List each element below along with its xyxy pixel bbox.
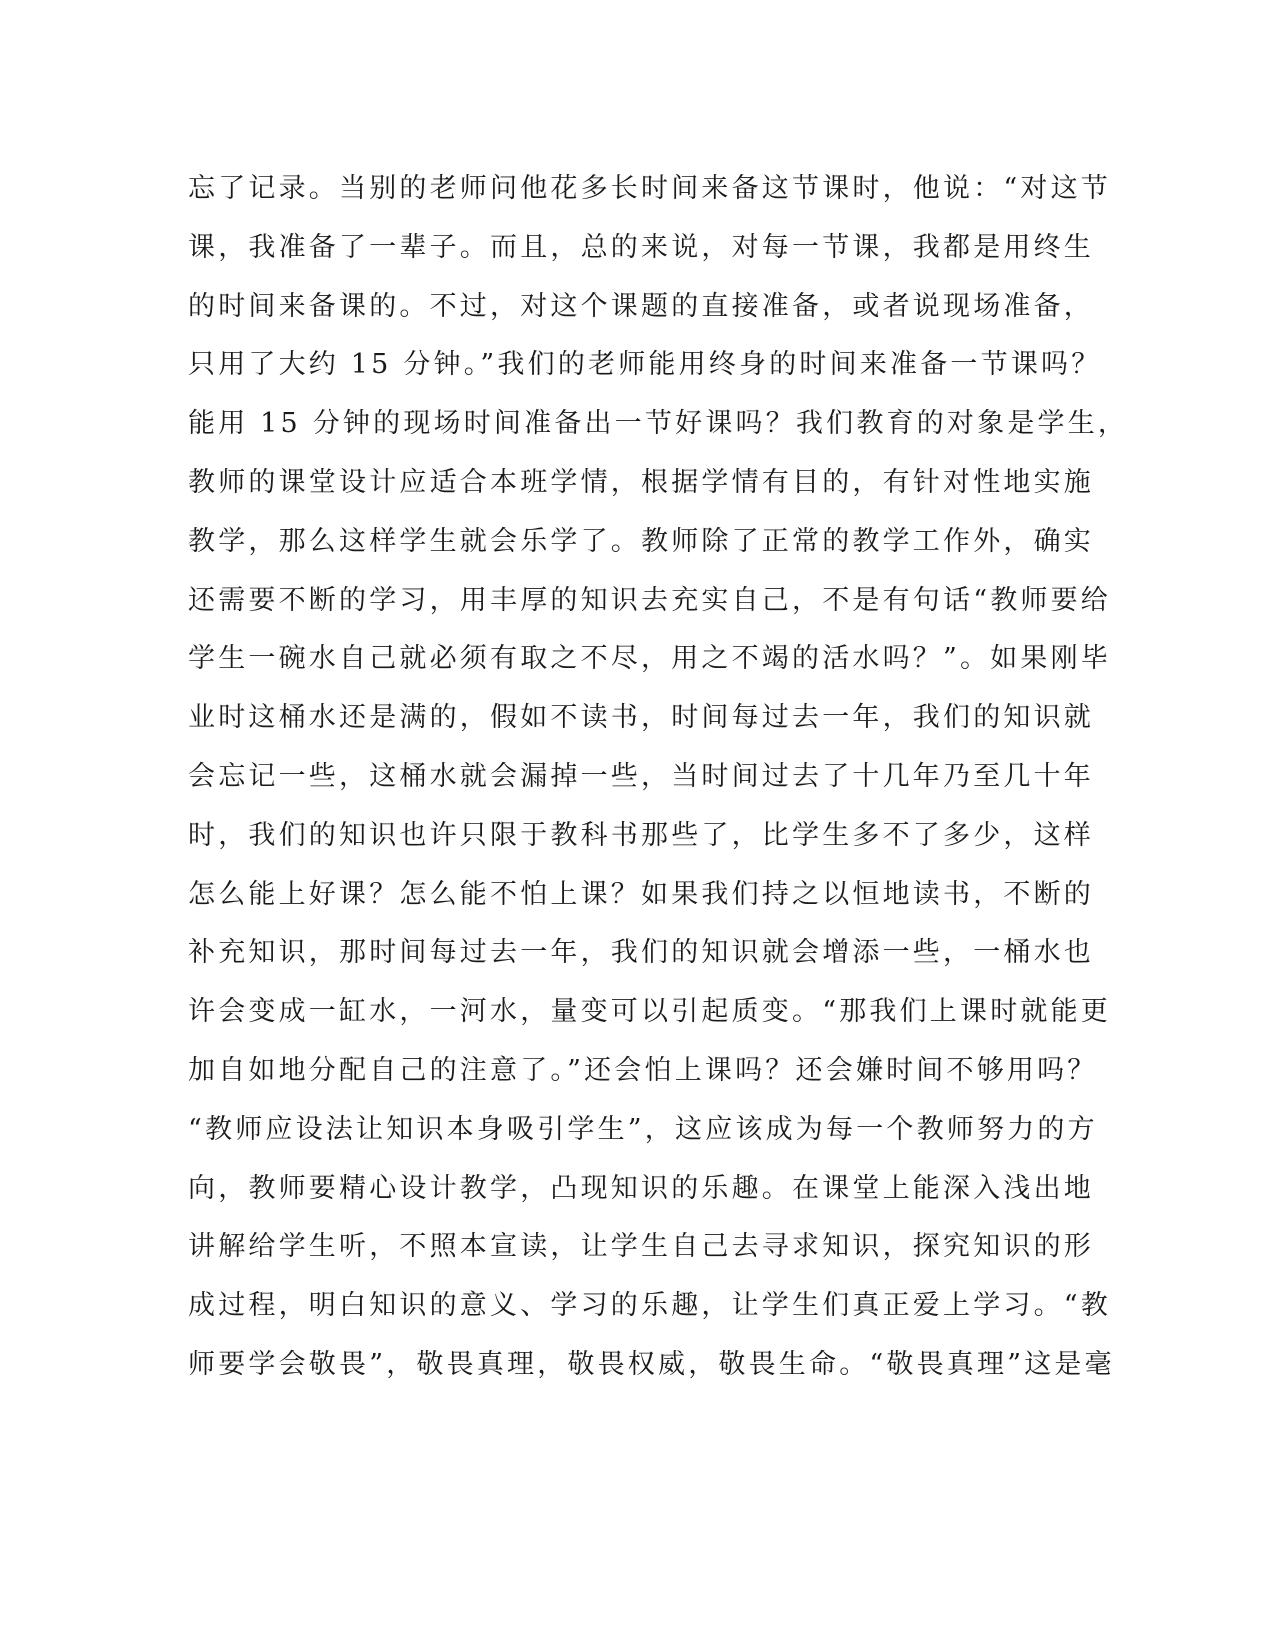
text-line: 补充知识，那时间每过去一年，我们的知识就会增添一些，一桶水也	[188, 937, 1094, 969]
text-line: “教师应设法让知识本身吸引学生”，这应该成为每一个教师努力的方	[188, 1113, 1098, 1145]
text-line: 只用了大约 15 分钟。”我们的老师能用终身的时间来准备一节课吗？	[188, 349, 1102, 381]
text-line: 怎么能上好课？怎么能不怕上课？如果我们持之以恒地读书，不断的	[188, 878, 1094, 910]
text-line: 教学，那么这样学生就会乐学了。教师除了正常的教学工作外，确实	[188, 525, 1094, 557]
text-line: 讲解给学生听，不照本宣读，让学生自己去寻求知识，探究知识的形	[188, 1231, 1094, 1263]
text-line: 业时这桶水还是满的，假如不读书，时间每过去一年，我们的知识就	[188, 702, 1094, 734]
text-line: 学生一碗水自己就必须有取之不尽，用之不竭的活水吗？”。如果刚毕	[188, 643, 1112, 675]
text-line: 师要学会敬畏”，敬畏真理，敬畏权威，敬畏生命。“敬畏真理”这是毫	[188, 1348, 1115, 1380]
text-line: 还需要不断的学习，用丰厚的知识去充实自己，不是有句话“教师要给	[188, 584, 1112, 616]
text-line: 课，我准备了一辈子。而且，总的来说，对每一节课，我都是用终生	[188, 231, 1094, 263]
text-line: 加自如地分配自己的注意了。”还会怕上课吗？还会嫌时间不够用吗？	[188, 1054, 1098, 1086]
text-line: 许会变成一缸水，一河水，量变可以引起质变。“那我们上课时就能更	[188, 996, 1112, 1028]
text-line: 会忘记一些，这桶水就会漏掉一些，当时间过去了十几年乃至几十年	[188, 760, 1094, 792]
text-line: 能用 15 分钟的现场时间准备出一节好课吗？我们教育的对象是学生，	[188, 408, 1129, 440]
text-line: 教师的课堂设计应适合本班学情，根据学情有目的，有针对性地实施	[188, 466, 1094, 498]
body-paragraph	[188, 160, 1129, 1395]
text-line: 时，我们的知识也许只限于教科书那些了，比学生多不了多少，这样	[188, 819, 1094, 851]
text-line: 向，教师要精心设计教学，凸现知识的乐趣。在课堂上能深入浅出地	[188, 1172, 1094, 1204]
text-line: 的时间来备课的。不过，对这个课题的直接准备，或者说现场准备，	[188, 290, 1094, 322]
text-line: 成过程，明白知识的意义、学习的乐趣，让学生们真正爱上学习。“教	[188, 1290, 1112, 1322]
text-line: 忘了记录。当别的老师问他花多长时间来备这节课时，他说：“对这节	[188, 173, 1112, 204]
